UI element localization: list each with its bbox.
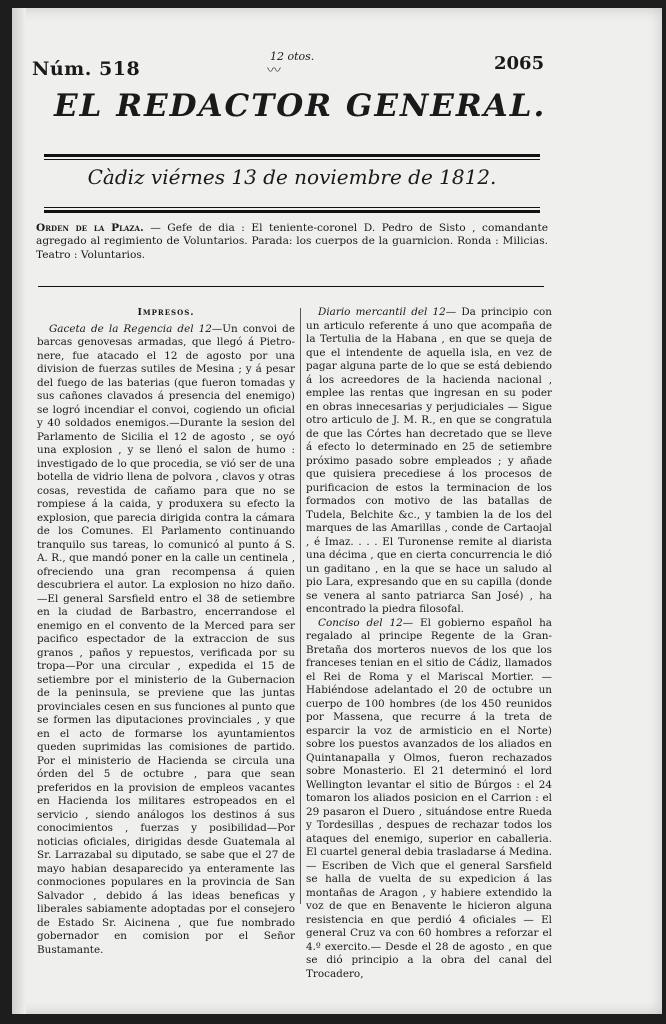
orden-text: — Gefe de dia : El teniente-coronel D. Pedro de Sisto , comandante agregado al regimiento de Voluntarios. Parada: los cuerpos de la guarnicion. Ronda : Milicias. Teatro : Voluntarios. [36, 222, 548, 261]
tomo-label: 12 otos. [270, 50, 315, 63]
article-paragraph [37, 323, 295, 958]
article-lead: Diario mercantil del 12 [318, 306, 446, 318]
page-spine [12, 8, 26, 1014]
masthead-title: EL REDACTOR GENERAL. [54, 88, 547, 124]
column-divider [300, 308, 301, 904]
page-number: 2065 [494, 53, 545, 74]
issue-number: Núm. 518 [32, 58, 141, 80]
dateline-rule-thin [44, 207, 540, 208]
section-rule [38, 286, 544, 287]
dateline-rule [44, 210, 540, 213]
article-text: — El gobierno español ha regalado al principe Regente de la Gran-Bretaña dos morteros nuevos de los que los franceses tenian en el sitio de Cádiz, llamados el Rei de Roma y el Mariscal Mortier. — Habiéndose adelantado el 20 de octubre un cuerpo de 100 hombres (de los 450 reunidos por Massena, que recurre á la treta de esparcir la voz de armisticio en el Norte) sobre los puestos avanzados de los aliados en Quintanapalla y Olmos, fueron rechazados sobre Monasterio. El 21 determinó el lord Wellington levantar el sitio de Búrgos : el 24 tomaron los aliados posicion en el Carrion : el 29 pasaron el Duero , situándose entre Rueda y Tordesillas , despues de rechazar todos los ataques del enemigo, superior en caballeria. El cuartel general debia trasladarse á Medina.— Escriben de Vich que el general Sarsfield se halla de vuelta de su expedicion á las montañas de Aragon , y habiere extendido la voz de que en Benavente le hicieron alguna resistencia en que perdió 4 oficiales — El general Cruz va con 60 hombres a reforzar el 4.º exercito.— Desde el 28 de agosto , en que se dió principio a la obra del canal del Trocadero, [306, 616, 552, 980]
article-lead: Gaceta de la Regencia del 12 [49, 322, 212, 335]
masthead-rule [44, 154, 540, 157]
ornament-icon: 〰 [267, 63, 281, 79]
article-text: — Da principio con un articulo referente á uno que acompaña de la Tertulia de la Habana , en que se queja de que el intendente de aquella isla, en vez de pagar alguna parte de lo que se está debiendo á los acreedores de la hacienda nacional , emplee las rentas que ingresan en su poder en obras innecesarias y perjudiciales — Sigue otro articulo de J. M. R., en que se congratula de que las Córtes han decretado que se lleve á efecto lo determinado en 25 de setiembre próximo pasado sobre empleados ; y añade que quisiera precediese á los procesos de purificacion de estos la terminacion de los formados con motivo de las batallas de Tudela, Belchite &c., y tambien la de los del marques de las Amarillas , conde de Cartaojal , é Imaz. . . . El Turonense remite al diarista una décima , que en cierta concurrencia le dió un gaditano , en la que se hace un saludo al pio Lara, expresando que en su capilla (donde se venera al santo patriarca San José) , ha encontrado la piedra filosofal. [306, 306, 552, 615]
masthead-rule-thin [44, 159, 540, 160]
article-paragraph [306, 306, 552, 617]
newspaper-page [12, 8, 662, 1014]
article-lead: Conciso del 12 [318, 616, 403, 629]
orden-de-la-plaza [36, 222, 548, 262]
dateline: Càdiz viérnes 13 de noviembre de 1812. [87, 165, 497, 189]
column-heading: Impresos. [137, 307, 195, 318]
left-column [37, 306, 295, 956]
article-text: —Un convoi de barcas genovesas armadas, que llegó á Pietro-nere, fue atacado el 12 de agosto por una division de fuerzas sutiles de Mesina ; y á pesar del fuego de las baterias (que fueron tomadas y sus cañones clavados á presencia del enemigo) se logró incendiar el convoi, cogiendo un oficial y 40 soldados enemigos.—Durante la sesion del Parlamento de Sicilia el 12 de agosto , se oyó una explosion , y se llenó el salon de humo : investigado de lo que procedia, se vió ser de una botella de vidrio llena de polvora , clavos y otras cosas, revestida de cañamo para que no se rompiese á la caida, y produxera su efecto la explosion, que parecia dirigida contra la cámara de los Comunes. El Parlamento continuando tranquilo sus tareas, lo comunicó al punto á S. A. R., que mandó poner en la calle un centinela , ofreciendo una gran recompensa á quien descubriera el autor. La explosion no hizo daño.—El general Sarsfield entro el 38 de setiembre en la ciudad de Barbastro, encerrandose el enemigo en el convento de la Merced para ser pacifico espectador de la extraccion de sus granos , paños y repuestos, verificada por su tropa—Por una circular , expedida el 15 de setiembre por el ministerio de la Gubernacion de la peninsula, se previene que las juntas provinciales cesen en sus funciones al punto que se formen las diputaciones provinciales , y que en el acto de formarse los ayuntamientos queden suprimidas las comisiones de partido. Por el ministerio de Hacienda se circula una órden del 5 de octubre , para que sean preferidos en la provision de empleos vacantes en Hacienda los militares estropeados en el servicio , siendo análogos los destinos á sus conocimientos , fuerzas y posibilidad—Por noticias oficiales, dirigidas desde Guatemala al Sr. Larrazabal su diputado, se sabe que el 27 de mayo habian desaparecido ya enteramente las conmociones populares en la provincia de San Salvador , debido á las ideas beneficas y liberales sabiamente adoptadas por el consejero de Estado Sr. Aicinena , que fue nombrado gobernador en comision por el Señor Bustamante. [37, 322, 295, 956]
article-paragraph [306, 617, 552, 982]
right-column [306, 306, 552, 980]
orden-label: Orden de la Plaza. [36, 222, 144, 234]
